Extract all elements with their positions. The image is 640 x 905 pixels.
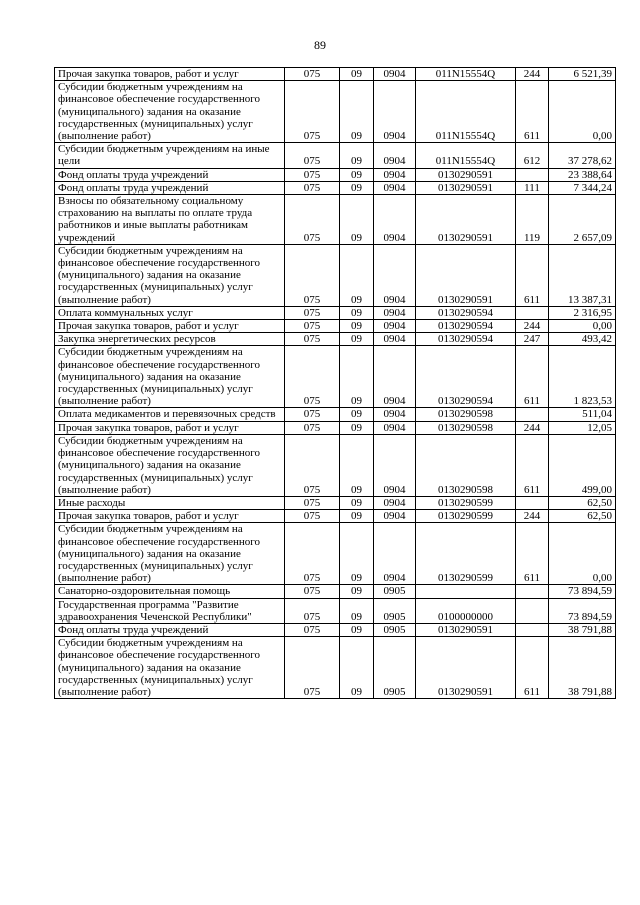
ministry-code-cell: 075 xyxy=(285,523,340,585)
table-row xyxy=(55,598,616,623)
target-article-cell: 0130290591 xyxy=(416,181,516,194)
budget-table xyxy=(54,67,616,699)
row-name-cell: Оплата коммунальных услуг xyxy=(55,306,285,319)
ministry-code-cell: 075 xyxy=(285,320,340,333)
table-row xyxy=(55,181,616,194)
expense-type-cell: 244 xyxy=(516,510,549,523)
table-row xyxy=(55,143,616,168)
amount-cell: 2 657,09 xyxy=(549,195,616,245)
section-code-cell: 09 xyxy=(340,623,374,636)
subsection-code-cell: 0904 xyxy=(374,81,416,143)
expense-type-cell: 244 xyxy=(516,320,549,333)
ministry-code-cell: 075 xyxy=(285,346,340,408)
amount-cell: 511,04 xyxy=(549,408,616,421)
target-article-cell: 0130290591 xyxy=(416,637,516,699)
subsection-code-cell: 0904 xyxy=(374,496,416,509)
row-name-cell: Прочая закупка товаров, работ и услуг xyxy=(55,320,285,333)
section-code-cell: 09 xyxy=(340,598,374,623)
ministry-code-cell: 075 xyxy=(285,598,340,623)
section-code-cell: 09 xyxy=(340,637,374,699)
ministry-code-cell: 075 xyxy=(285,496,340,509)
expense-type-cell xyxy=(516,306,549,319)
amount-cell: 0,00 xyxy=(549,523,616,585)
amount-cell: 2 316,95 xyxy=(549,306,616,319)
ministry-code-cell: 075 xyxy=(285,510,340,523)
subsection-code-cell: 0904 xyxy=(374,421,416,434)
target-article-cell: 0130290591 xyxy=(416,195,516,245)
subsection-code-cell: 0905 xyxy=(374,598,416,623)
expense-type-cell: 244 xyxy=(516,421,549,434)
expense-type-cell: 119 xyxy=(516,195,549,245)
target-article-cell: 0130290591 xyxy=(416,623,516,636)
amount-cell: 0,00 xyxy=(549,320,616,333)
row-name-cell: Субсидии бюджетным учреждениям на финансовое обеспечение государственного (муниципального) задания на оказание государственных (муниципальных) услуг (выполнение работ) xyxy=(55,434,285,496)
subsection-code-cell: 0904 xyxy=(374,434,416,496)
section-code-cell: 09 xyxy=(340,523,374,585)
ministry-code-cell: 075 xyxy=(285,306,340,319)
table-row xyxy=(55,434,616,496)
expense-type-cell xyxy=(516,585,549,598)
subsection-code-cell: 0905 xyxy=(374,623,416,636)
budget-table-body xyxy=(55,68,616,699)
section-code-cell: 09 xyxy=(340,320,374,333)
amount-cell: 499,00 xyxy=(549,434,616,496)
subsection-code-cell: 0904 xyxy=(374,168,416,181)
row-name-cell: Фонд оплаты труда учреждений xyxy=(55,181,285,194)
amount-cell: 62,50 xyxy=(549,496,616,509)
section-code-cell: 09 xyxy=(340,333,374,346)
table-row xyxy=(55,510,616,523)
section-code-cell: 09 xyxy=(340,143,374,168)
ministry-code-cell: 075 xyxy=(285,81,340,143)
expense-type-cell xyxy=(516,623,549,636)
ministry-code-cell: 075 xyxy=(285,421,340,434)
target-article-cell: 0130290594 xyxy=(416,320,516,333)
row-name-cell: Прочая закупка товаров, работ и услуг xyxy=(55,421,285,434)
table-row xyxy=(55,320,616,333)
row-name-cell: Оплата медикаментов и перевязочных средств xyxy=(55,408,285,421)
row-name-cell: Иные расходы xyxy=(55,496,285,509)
ministry-code-cell: 075 xyxy=(285,143,340,168)
ministry-code-cell: 075 xyxy=(285,637,340,699)
table-row xyxy=(55,306,616,319)
target-article-cell: 0130290598 xyxy=(416,408,516,421)
amount-cell: 1 823,53 xyxy=(549,346,616,408)
table-row xyxy=(55,346,616,408)
section-code-cell: 09 xyxy=(340,510,374,523)
section-code-cell: 09 xyxy=(340,421,374,434)
amount-cell: 7 344,24 xyxy=(549,181,616,194)
subsection-code-cell: 0904 xyxy=(374,510,416,523)
subsection-code-cell: 0904 xyxy=(374,408,416,421)
target-article-cell: 011N15554Q xyxy=(416,81,516,143)
target-article-cell: 0130290594 xyxy=(416,333,516,346)
section-code-cell: 09 xyxy=(340,306,374,319)
table-row xyxy=(55,168,616,181)
subsection-code-cell: 0904 xyxy=(374,68,416,81)
ministry-code-cell: 075 xyxy=(285,623,340,636)
row-name-cell: Фонд оплаты труда учреждений xyxy=(55,623,285,636)
expense-type-cell: 611 xyxy=(516,81,549,143)
section-code-cell: 09 xyxy=(340,585,374,598)
amount-cell: 0,00 xyxy=(549,81,616,143)
subsection-code-cell: 0904 xyxy=(374,244,416,306)
target-article-cell: 0100000000 xyxy=(416,598,516,623)
section-code-cell: 09 xyxy=(340,81,374,143)
target-article-cell: 0130290599 xyxy=(416,523,516,585)
section-code-cell: 09 xyxy=(340,346,374,408)
row-name-cell: Закупка энергетических ресурсов xyxy=(55,333,285,346)
amount-cell: 73 894,59 xyxy=(549,585,616,598)
row-name-cell: Прочая закупка товаров, работ и услуг xyxy=(55,510,285,523)
target-article-cell: 011N15554Q xyxy=(416,68,516,81)
table-row xyxy=(55,585,616,598)
subsection-code-cell: 0905 xyxy=(374,637,416,699)
row-name-cell: Субсидии бюджетным учреждениям на финансовое обеспечение государственного (муниципального) задания на оказание государственных (муниципальных) услуг (выполнение работ) xyxy=(55,346,285,408)
row-name-cell: Взносы по обязательному социальному страхованию на выплаты по оплате труда работников и иные выплаты работникам учреждений xyxy=(55,195,285,245)
section-code-cell: 09 xyxy=(340,434,374,496)
target-article-cell xyxy=(416,585,516,598)
target-article-cell: 0130290591 xyxy=(416,168,516,181)
section-code-cell: 09 xyxy=(340,244,374,306)
ministry-code-cell: 075 xyxy=(285,333,340,346)
amount-cell: 493,42 xyxy=(549,333,616,346)
subsection-code-cell: 0904 xyxy=(374,346,416,408)
ministry-code-cell: 075 xyxy=(285,585,340,598)
table-row xyxy=(55,68,616,81)
ministry-code-cell: 075 xyxy=(285,195,340,245)
target-article-cell: 0130290598 xyxy=(416,421,516,434)
table-row xyxy=(55,623,616,636)
section-code-cell: 09 xyxy=(340,168,374,181)
amount-cell: 38 791,88 xyxy=(549,623,616,636)
row-name-cell: Субсидии бюджетным учреждениям на финансовое обеспечение государственного (муниципального) задания на оказание государственных (муниципальных) услуг (выполнение работ) xyxy=(55,523,285,585)
expense-type-cell: 611 xyxy=(516,523,549,585)
row-name-cell: Фонд оплаты труда учреждений xyxy=(55,168,285,181)
table-row xyxy=(55,81,616,143)
expense-type-cell: 611 xyxy=(516,434,549,496)
expense-type-cell xyxy=(516,408,549,421)
subsection-code-cell: 0904 xyxy=(374,195,416,245)
page-number: 89 xyxy=(314,38,326,52)
row-name-cell: Субсидии бюджетным учреждениям на финансовое обеспечение государственного (муниципального) задания на оказание государственных (муниципальных) услуг (выполнение работ) xyxy=(55,81,285,143)
subsection-code-cell: 0904 xyxy=(374,306,416,319)
subsection-code-cell: 0904 xyxy=(374,333,416,346)
table-row xyxy=(55,244,616,306)
table-row xyxy=(55,421,616,434)
target-article-cell: 0130290599 xyxy=(416,510,516,523)
expense-type-cell: 611 xyxy=(516,346,549,408)
row-name-cell: Санаторно-оздоровительная помощь xyxy=(55,585,285,598)
row-name-cell: Субсидии бюджетным учреждениям на финансовое обеспечение государственного (муниципального) задания на оказание государственных (муниципальных) услуг (выполнение работ) xyxy=(55,244,285,306)
target-article-cell: 0130290594 xyxy=(416,346,516,408)
ministry-code-cell: 075 xyxy=(285,434,340,496)
amount-cell: 6 521,39 xyxy=(549,68,616,81)
amount-cell: 12,05 xyxy=(549,421,616,434)
row-name-cell: Субсидии бюджетным учреждениям на иные цели xyxy=(55,143,285,168)
row-name-cell: Государственная программа "Развитие здравоохранения Чеченской Республики" xyxy=(55,598,285,623)
expense-type-cell: 611 xyxy=(516,244,549,306)
subsection-code-cell: 0904 xyxy=(374,143,416,168)
expense-type-cell: 611 xyxy=(516,637,549,699)
expense-type-cell xyxy=(516,168,549,181)
expense-type-cell: 111 xyxy=(516,181,549,194)
table-row xyxy=(55,523,616,585)
table-row xyxy=(55,195,616,245)
ministry-code-cell: 075 xyxy=(285,408,340,421)
section-code-cell: 09 xyxy=(340,68,374,81)
subsection-code-cell: 0904 xyxy=(374,523,416,585)
table-row xyxy=(55,496,616,509)
row-name-cell: Прочая закупка товаров, работ и услуг xyxy=(55,68,285,81)
expense-type-cell: 612 xyxy=(516,143,549,168)
amount-cell: 23 388,64 xyxy=(549,168,616,181)
amount-cell: 38 791,88 xyxy=(549,637,616,699)
expense-type-cell xyxy=(516,598,549,623)
table-row xyxy=(55,408,616,421)
ministry-code-cell: 075 xyxy=(285,181,340,194)
target-article-cell: 0130290594 xyxy=(416,306,516,319)
row-name-cell: Субсидии бюджетным учреждениям на финансовое обеспечение государственного (муниципального) задания на оказание государственных (муниципальных) услуг (выполнение работ) xyxy=(55,637,285,699)
subsection-code-cell: 0905 xyxy=(374,585,416,598)
expense-type-cell: 244 xyxy=(516,68,549,81)
subsection-code-cell: 0904 xyxy=(374,320,416,333)
target-article-cell: 0130290591 xyxy=(416,244,516,306)
expense-type-cell: 247 xyxy=(516,333,549,346)
target-article-cell: 0130290598 xyxy=(416,434,516,496)
table-row xyxy=(55,333,616,346)
section-code-cell: 09 xyxy=(340,496,374,509)
ministry-code-cell: 075 xyxy=(285,168,340,181)
target-article-cell: 011N15554Q xyxy=(416,143,516,168)
section-code-cell: 09 xyxy=(340,181,374,194)
section-code-cell: 09 xyxy=(340,408,374,421)
ministry-code-cell: 075 xyxy=(285,68,340,81)
target-article-cell: 0130290599 xyxy=(416,496,516,509)
expense-type-cell xyxy=(516,496,549,509)
ministry-code-cell: 075 xyxy=(285,244,340,306)
amount-cell: 62,50 xyxy=(549,510,616,523)
subsection-code-cell: 0904 xyxy=(374,181,416,194)
table-row xyxy=(55,637,616,699)
amount-cell: 73 894,59 xyxy=(549,598,616,623)
amount-cell: 13 387,31 xyxy=(549,244,616,306)
amount-cell: 37 278,62 xyxy=(549,143,616,168)
section-code-cell: 09 xyxy=(340,195,374,245)
